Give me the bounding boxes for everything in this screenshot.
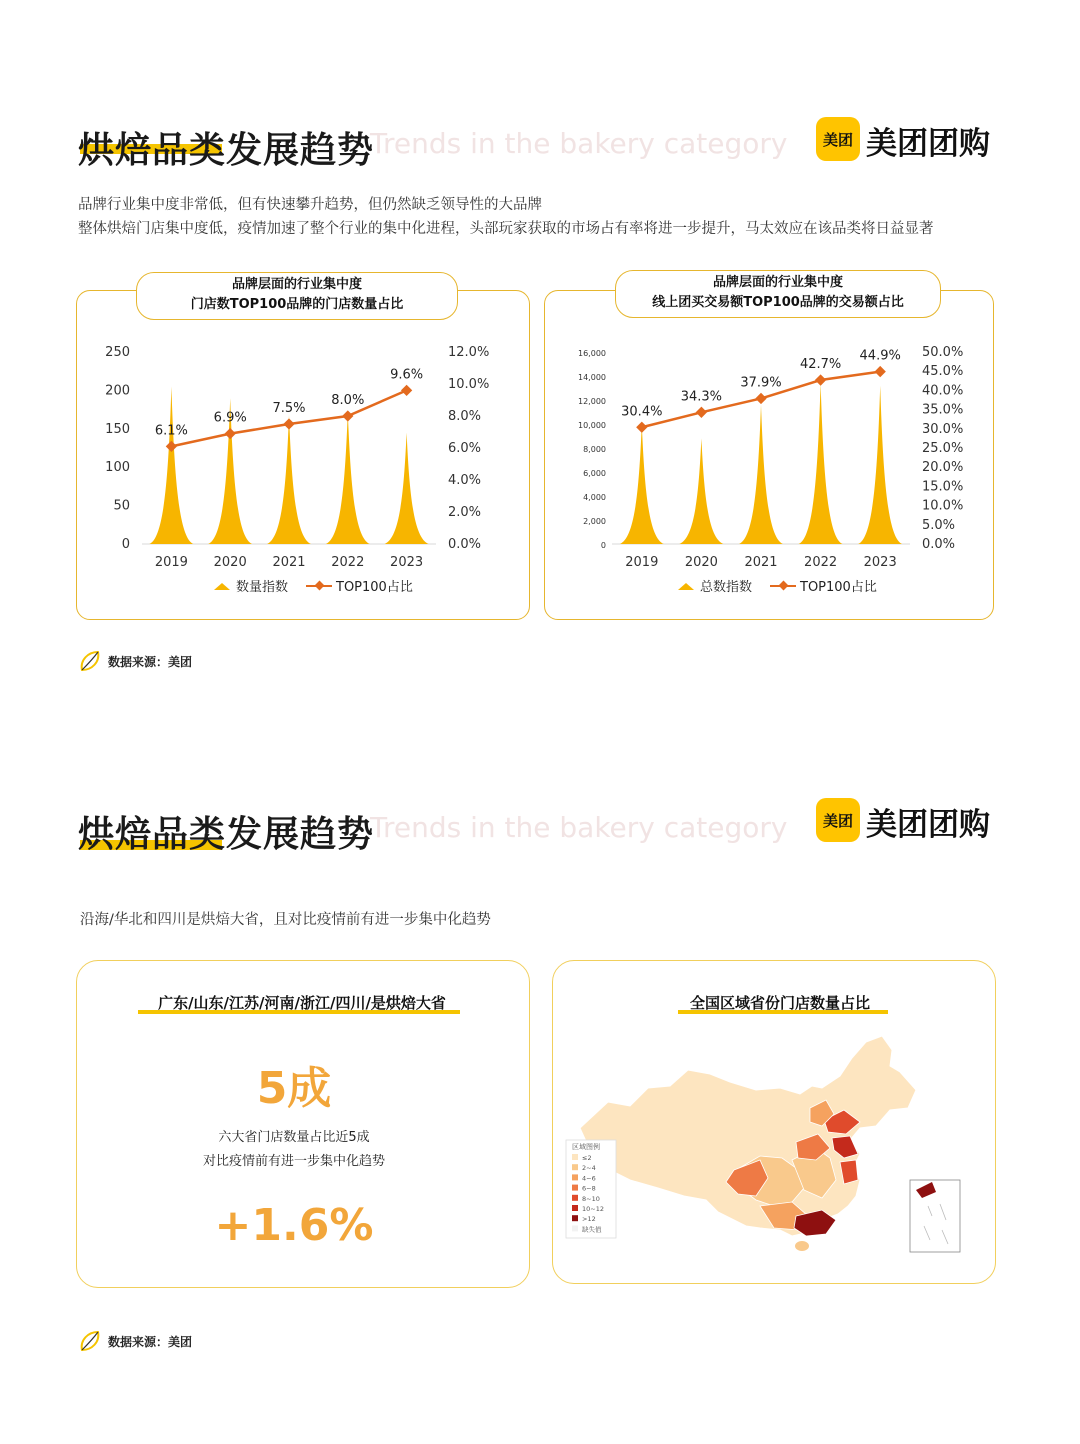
x-tick-label: 2023 xyxy=(390,555,424,570)
x-tick-label: 2020 xyxy=(213,555,247,570)
legend-label: 总数指数 xyxy=(700,580,753,595)
data-source: 数据来源：美团 xyxy=(108,1335,193,1349)
map-legend-label: 2~4 xyxy=(582,1164,596,1173)
data-label: 37.9% xyxy=(740,375,782,391)
stat-big-number: 5成 xyxy=(256,1063,332,1114)
y-left-tick-label: 250 xyxy=(105,345,130,360)
map-legend-swatch xyxy=(572,1185,578,1191)
bar-2021 xyxy=(739,405,783,544)
bar-2021 xyxy=(267,415,311,544)
legend-bar-swatch xyxy=(678,583,694,590)
line-point xyxy=(225,428,236,439)
line-point xyxy=(875,366,886,377)
map-legend-swatch xyxy=(572,1195,578,1201)
y-right-tick-label: 5.0% xyxy=(922,517,956,533)
chart-title-line: 线上团买交易额TOP100品牌的交易额占比 xyxy=(652,295,904,310)
map-legend-swatch xyxy=(572,1215,578,1221)
y-left-tick-label: 4,000 xyxy=(583,493,606,502)
chart-gmv-share xyxy=(544,330,992,610)
legend-line-marker xyxy=(779,581,789,591)
data-source: 数据来源：美团 xyxy=(108,655,193,669)
line-point xyxy=(283,418,294,429)
chart-title-pill xyxy=(615,270,941,318)
brand-name: 美团团购 xyxy=(866,807,990,843)
line-point xyxy=(636,422,647,433)
map-legend-swatch xyxy=(572,1164,578,1170)
meituan-logo-icon: 美团 xyxy=(816,798,860,842)
y-left-tick-label: 200 xyxy=(105,383,130,399)
data-label: 8.0% xyxy=(331,393,365,408)
map-card-heading: 全国区域省份门店数量占比 xyxy=(689,994,870,1012)
line-point xyxy=(166,441,177,452)
y-left-tick-label: 150 xyxy=(105,421,130,437)
y-right-tick-label: 25.0% xyxy=(922,441,964,456)
y-left-tick-label: 50 xyxy=(113,498,130,514)
map-legend-swatch xyxy=(572,1225,578,1231)
map-legend-label: 缺失值 xyxy=(582,1225,602,1234)
y-right-tick-label: 2.0% xyxy=(448,505,482,520)
y-right-tick-label: 10.0% xyxy=(448,377,490,392)
chart-title-line: 品牌层面的行业集中度 xyxy=(712,275,843,290)
y-right-tick-label: 4.0% xyxy=(448,473,482,488)
source-leaf-icon xyxy=(78,648,104,674)
x-tick-label: 2022 xyxy=(804,555,838,570)
y-right-tick-label: 15.0% xyxy=(922,479,964,495)
chart-title-pill xyxy=(136,272,458,320)
bar-2019 xyxy=(149,387,193,544)
meituan-logo-icon: 美团 xyxy=(816,117,860,161)
y-right-tick-label: 50.0% xyxy=(922,345,964,360)
x-tick-label: 2020 xyxy=(684,555,718,570)
y-right-tick-label: 45.0% xyxy=(922,364,964,380)
y-left-tick-label: 8,000 xyxy=(583,445,606,454)
china-province-map xyxy=(560,1030,980,1260)
y-right-tick-label: 8.0% xyxy=(448,409,482,424)
y-left-tick-label: 0 xyxy=(121,537,130,552)
description-line: 品牌行业集中度非常低，但有快速攀升趋势，但仍然缺乏领导性的大品牌 xyxy=(78,197,542,213)
data-label: 44.9% xyxy=(859,348,901,364)
chart-title-line: 品牌层面的行业集中度 xyxy=(231,277,362,292)
legend-label: TOP100占比 xyxy=(800,580,877,595)
page-title: 烘焙品类发展趋势 xyxy=(78,130,375,171)
y-right-tick-label: 20.0% xyxy=(922,460,964,476)
map-legend-swatch xyxy=(572,1205,578,1211)
bar-2023 xyxy=(858,386,902,544)
y-left-tick-label: 2,000 xyxy=(583,517,606,526)
legend-line-marker xyxy=(315,581,325,591)
data-label: 6.1% xyxy=(154,423,188,439)
data-label: 30.4% xyxy=(621,404,663,420)
page-title-en: Trends in the bakery category xyxy=(370,127,788,160)
description-line: 整体烘焙门店集中度低，疫情加速了整个行业的集中化进程，头部玩家获取的市场占有率将进一步提升，马太效应在该品类将日益显著 xyxy=(78,221,934,237)
y-left-tick-label: 10,000 xyxy=(578,421,606,430)
stat-line: 六大省门店数量占比近5成 xyxy=(218,1130,370,1145)
map-legend-label: 10~12 xyxy=(582,1205,604,1213)
y-left-tick-label: 6,000 xyxy=(583,469,606,478)
bar-2022 xyxy=(326,412,370,544)
y-left-tick-label: 12,000 xyxy=(578,397,606,406)
stat-line: 对比疫情前有进一步集中化趋势 xyxy=(202,1154,385,1169)
line-point xyxy=(342,410,353,421)
bar-2020 xyxy=(679,438,723,544)
legend-bar-swatch xyxy=(214,583,230,590)
legend-label: TOP100占比 xyxy=(336,580,413,595)
stat-card-heading: 广东/山东/江苏/河南/浙江/四川/是烘焙大省 xyxy=(158,994,446,1012)
page-title: 烘焙品类发展趋势 xyxy=(78,814,375,855)
x-tick-label: 2019 xyxy=(154,555,188,570)
y-right-tick-label: 12.0% xyxy=(448,345,490,360)
y-right-tick-label: 30.0% xyxy=(922,421,964,437)
x-tick-label: 2022 xyxy=(331,555,365,570)
x-tick-label: 2019 xyxy=(625,555,659,570)
y-left-tick-label: 16,000 xyxy=(578,349,606,358)
y-left-tick-label: 14,000 xyxy=(578,373,606,382)
stat-growth: +1.6% xyxy=(214,1200,374,1251)
data-label: 9.6% xyxy=(390,367,424,383)
map-legend-swatch xyxy=(572,1174,578,1180)
y-left-tick-label: 0 xyxy=(600,541,606,550)
bar-2022 xyxy=(799,383,843,544)
x-tick-label: 2021 xyxy=(744,555,778,570)
data-label: 6.9% xyxy=(213,410,247,426)
x-tick-label: 2021 xyxy=(272,555,306,570)
map-legend-label: ≤2 xyxy=(582,1154,592,1162)
x-tick-label: 2023 xyxy=(863,555,897,570)
bar-2023 xyxy=(385,433,429,544)
y-right-tick-label: 40.0% xyxy=(922,383,964,399)
map-legend-label: 4~6 xyxy=(582,1174,596,1183)
y-left-tick-label: 100 xyxy=(105,460,130,476)
line-point xyxy=(815,374,826,385)
line-point xyxy=(401,385,412,396)
y-right-tick-label: 10.0% xyxy=(922,498,964,514)
legend-label: 数量指数 xyxy=(236,580,289,595)
chart-title-line: 门店数TOP100品牌的门店数量占比 xyxy=(190,297,404,312)
map-legend-swatch xyxy=(572,1154,578,1160)
source-leaf-icon xyxy=(78,1328,104,1354)
y-right-tick-label: 35.0% xyxy=(922,402,964,418)
map-legend-title: 区域图例 xyxy=(572,1143,600,1151)
map-legend-label: 8~10 xyxy=(582,1194,600,1203)
y-right-tick-label: 6.0% xyxy=(448,441,482,456)
data-label: 7.5% xyxy=(272,401,306,416)
line-point xyxy=(696,407,707,418)
chart-store-share xyxy=(76,330,528,610)
map-legend-label: >12 xyxy=(582,1215,596,1224)
line-point xyxy=(755,393,766,404)
y-right-tick-label: 0.0% xyxy=(448,537,482,552)
brand-name: 美团团购 xyxy=(866,126,990,162)
page-title-en: Trends in the bakery category xyxy=(370,811,788,844)
bar-2019 xyxy=(620,424,664,544)
map-legend-label: 6~8 xyxy=(582,1184,596,1193)
description-line: 沿海/华北和四川是烘焙大省，且对比疫情前有进一步集中化趋势 xyxy=(80,912,491,928)
data-label: 42.7% xyxy=(799,357,842,373)
y-right-tick-label: 0.0% xyxy=(922,537,956,552)
data-label: 34.3% xyxy=(680,389,723,405)
